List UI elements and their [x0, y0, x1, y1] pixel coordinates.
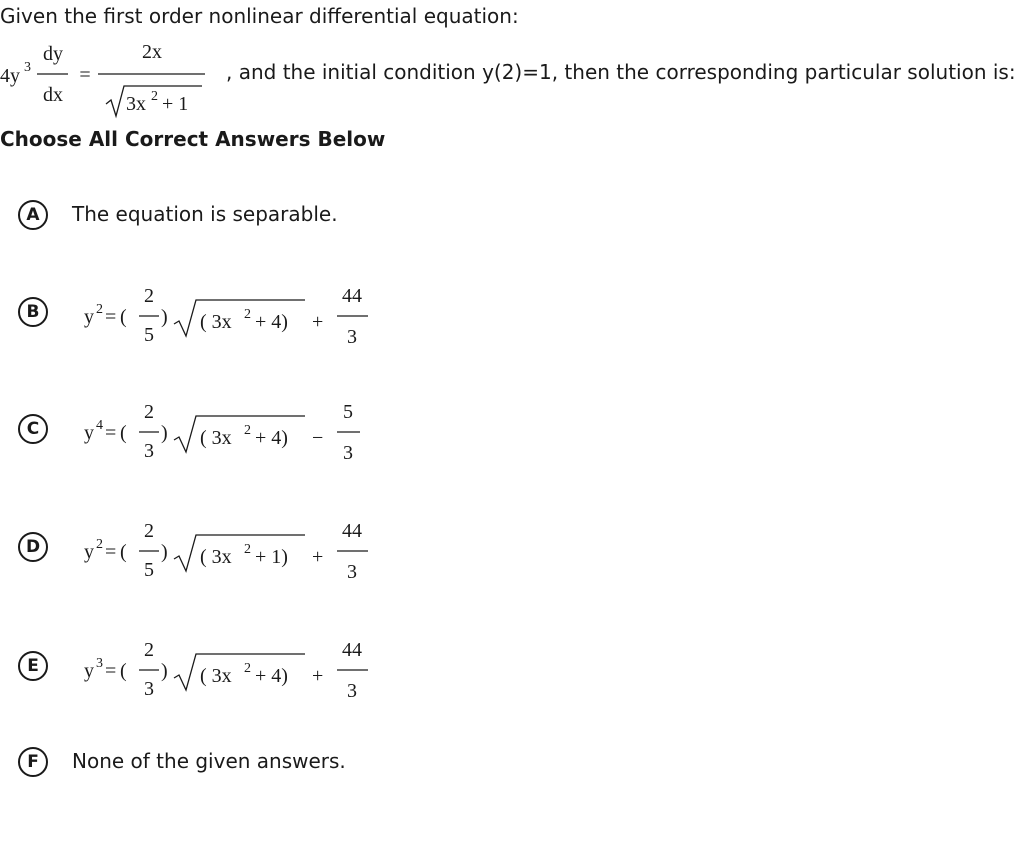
- svg-text:+ 4): + 4): [255, 427, 288, 449]
- svg-text:(: (: [120, 306, 127, 328]
- svg-text:): ): [161, 541, 168, 563]
- svg-text:): ): [161, 422, 168, 444]
- svg-text:2: 2: [144, 639, 154, 661]
- svg-text:2: 2: [144, 401, 154, 423]
- svg-text:44: 44: [342, 520, 362, 542]
- svg-text:+: +: [312, 311, 324, 333]
- svg-text:2: 2: [244, 542, 251, 557]
- main-equation: [0, 38, 220, 120]
- svg-text:=: =: [105, 306, 117, 328]
- eq-dx: dx: [43, 84, 63, 106]
- svg-text:3: 3: [343, 442, 353, 464]
- option-b-badge[interactable]: B: [18, 297, 48, 327]
- svg-text:3: 3: [144, 440, 154, 462]
- svg-text:3: 3: [347, 561, 357, 583]
- question-intro: Given the first order nonlinear differential equation:: [0, 4, 519, 28]
- svg-text:(: (: [120, 660, 127, 682]
- svg-text:( 3x: ( 3x: [200, 427, 232, 449]
- svg-text:2: 2: [244, 423, 251, 438]
- instruction: Choose All Correct Answers Below: [0, 127, 386, 151]
- svg-text:5: 5: [343, 401, 353, 423]
- svg-text:44: 44: [342, 285, 362, 307]
- svg-text:y: y: [84, 422, 94, 444]
- svg-text:3: 3: [144, 678, 154, 700]
- svg-text:): ): [161, 306, 168, 328]
- svg-text:=: =: [105, 660, 117, 682]
- svg-text:( 3x: ( 3x: [200, 665, 232, 687]
- eq-rhs-num: 2x: [142, 41, 162, 63]
- svg-text:y: y: [84, 541, 94, 563]
- option-b-formula[interactable]: [80, 280, 380, 352]
- svg-text:=: =: [105, 422, 117, 444]
- eq-equals: =: [79, 64, 91, 86]
- svg-text:( 3x: ( 3x: [200, 546, 232, 568]
- svg-text:−: −: [312, 427, 324, 449]
- option-c-badge[interactable]: C: [18, 414, 48, 444]
- svg-text:( 3x: ( 3x: [200, 311, 232, 333]
- svg-text:2: 2: [144, 520, 154, 542]
- option-a-badge[interactable]: A: [18, 200, 48, 230]
- svg-text:5: 5: [144, 559, 154, 581]
- option-f-text[interactable]: None of the given answers.: [72, 749, 346, 773]
- svg-text:+: +: [312, 665, 324, 687]
- svg-text:4: 4: [96, 418, 103, 433]
- option-e-badge[interactable]: E: [18, 651, 48, 681]
- svg-text:2: 2: [96, 302, 103, 317]
- svg-text:3: 3: [347, 326, 357, 348]
- svg-text:3: 3: [96, 656, 103, 671]
- svg-text:y: y: [84, 660, 94, 682]
- svg-text:2: 2: [144, 285, 154, 307]
- eq-rhs-den-exp: 2: [151, 89, 158, 104]
- svg-text:44: 44: [342, 639, 362, 661]
- svg-text:+: +: [312, 546, 324, 568]
- initial-condition-text: , and the initial condition y(2)=1, then the corresponding particular solution is:: [226, 60, 1016, 84]
- option-e-formula[interactable]: [80, 634, 380, 706]
- option-c-formula[interactable]: [80, 396, 380, 468]
- svg-text:+ 4): + 4): [255, 311, 288, 333]
- svg-text:5: 5: [144, 324, 154, 346]
- svg-text:+ 4): + 4): [255, 665, 288, 687]
- svg-text:2: 2: [244, 307, 251, 322]
- eq-rhs-den-base: 3x: [126, 93, 146, 115]
- svg-text:3: 3: [347, 680, 357, 702]
- option-d-badge[interactable]: D: [18, 532, 48, 562]
- option-a-text[interactable]: The equation is separable.: [72, 202, 338, 226]
- eq-dy: dy: [43, 43, 63, 65]
- svg-text:=: =: [105, 541, 117, 563]
- svg-text:(: (: [120, 541, 127, 563]
- option-f-badge[interactable]: F: [18, 747, 48, 777]
- svg-text:2: 2: [244, 661, 251, 676]
- svg-text:+ 1): + 1): [255, 546, 288, 568]
- eq-lhs-coef: 4y: [0, 65, 20, 87]
- svg-text:): ): [161, 660, 168, 682]
- option-d-formula[interactable]: [80, 515, 380, 587]
- svg-text:y: y: [84, 306, 94, 328]
- eq-lhs-exp: 3: [24, 60, 31, 75]
- svg-text:(: (: [120, 422, 127, 444]
- svg-text:2: 2: [96, 537, 103, 552]
- eq-rhs-den-rest: + 1: [162, 93, 189, 115]
